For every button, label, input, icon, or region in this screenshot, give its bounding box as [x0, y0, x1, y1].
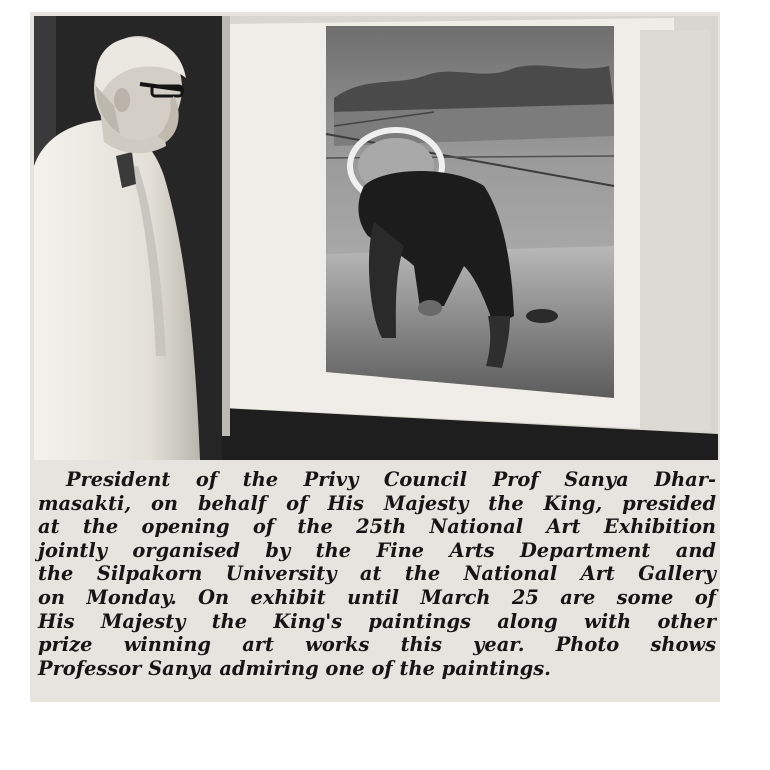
- caption-line: on Monday. On exhibit until March 25 are some of: [38, 585, 716, 609]
- caption-line: Professor Sanya admiring one of the paintings.: [38, 656, 551, 680]
- caption-line: prize winning art works this year. Photo shows: [38, 633, 716, 657]
- caption-line: masakti, on behalf of His Majesty the King, presided: [38, 491, 716, 515]
- caption-line: at the opening of the 25th National Art Exhibition: [38, 515, 716, 539]
- caption-line: jointly organised by the Fine Arts Department and: [38, 538, 716, 562]
- photo-caption: [34, 468, 718, 700]
- caption-line: President of the Privy Council Prof Sanya Dhar-: [66, 468, 716, 491]
- newspaper-clipping: [30, 12, 720, 702]
- news-photo: [34, 16, 718, 460]
- caption-line: His Majesty the King's paintings along with other: [38, 609, 716, 633]
- caption-line: the Silpakorn University at the National Art Gallery: [38, 562, 716, 586]
- painting: [326, 26, 614, 398]
